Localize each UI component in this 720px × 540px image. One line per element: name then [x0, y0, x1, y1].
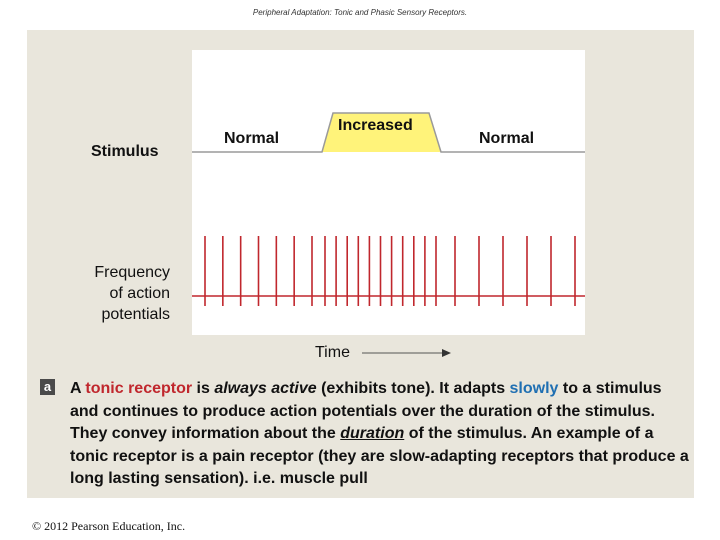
frequency-label-line-3: potentials: [101, 306, 170, 323]
frequency-label-line-1: Frequency: [94, 264, 170, 281]
increased-label: Increased: [338, 117, 413, 134]
copyright: © 2012 Pearson Education, Inc.: [32, 519, 186, 533]
slowly-term: slowly: [509, 380, 559, 397]
frequency-label-line-2: of action: [109, 285, 170, 302]
tonic-receptor-term: tonic receptor: [85, 380, 193, 397]
description-text: [70, 378, 690, 491]
panel-letter-badge: a: [40, 379, 55, 395]
desc-part-4: to a stimulus and continues to produce action potentials over the duration of the stimulus. They convey information about the: [70, 380, 662, 442]
slide-header: Peripheral Adaptation: Tonic and Phasic Sensory Receptors.: [252, 8, 468, 17]
always-active-term: always active: [214, 380, 317, 397]
desc-part-5: of the stimulus. An example of a tonic receptor is a pain receptor (they are slow-adapting receptors that produce a long lasting sensation). i.e. muscle pull: [70, 425, 689, 487]
time-arrow-head: [442, 349, 451, 357]
desc-part-1: A: [70, 380, 86, 397]
time-label: Time: [315, 344, 350, 361]
desc-part-3: (exhibits tone). It adapts: [316, 380, 510, 397]
frequency-label: [76, 262, 170, 325]
normal-right-label: Normal: [479, 130, 535, 147]
stimulus-label: Stimulus: [91, 143, 159, 160]
normal-left-label: Normal: [224, 130, 280, 147]
desc-part-2: is: [192, 380, 215, 397]
duration-term: duration: [340, 425, 405, 442]
